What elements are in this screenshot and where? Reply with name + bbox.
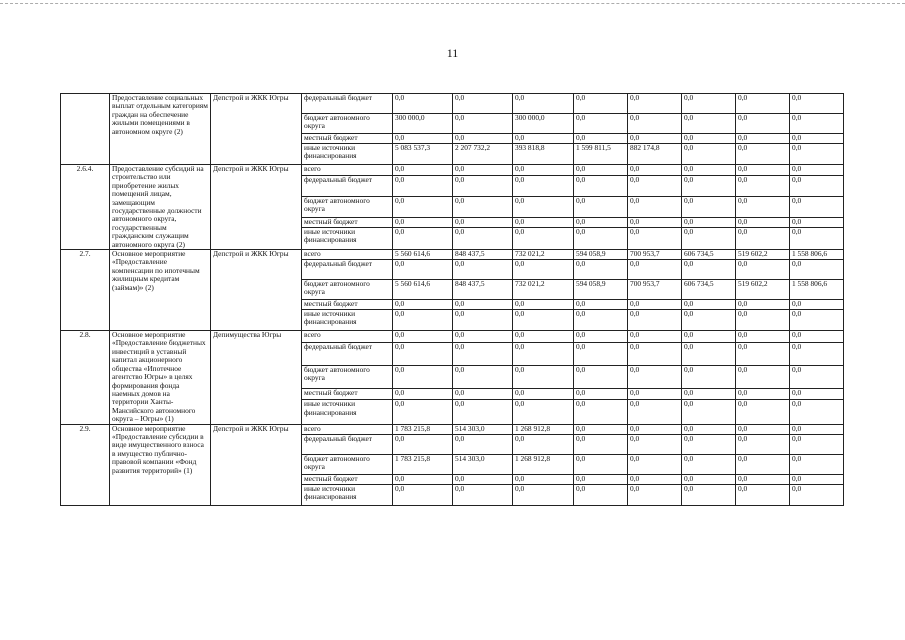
amount-cell: 300 000,0 bbox=[513, 114, 574, 134]
amount-cell: 0,0 bbox=[628, 400, 682, 424]
amount-cell: 882 174,8 bbox=[628, 144, 682, 165]
amount-cell: 300 000,0 bbox=[393, 114, 453, 134]
amount-cell: 0,0 bbox=[736, 94, 790, 114]
amount-cell: 0,0 bbox=[393, 388, 453, 400]
amount-cell: 0,0 bbox=[574, 342, 628, 365]
amount-cell: 0,0 bbox=[736, 424, 790, 434]
amount-cell: 0,0 bbox=[513, 331, 574, 343]
item-title: Предоставление социальных выплат отдельным категориям граждан на обеспечение жилыми помещениями в автономном округе (2) bbox=[110, 94, 211, 165]
amount-cell: 0,0 bbox=[574, 400, 628, 424]
funding-source: всего bbox=[302, 250, 393, 260]
amount-cell: 0,0 bbox=[790, 165, 844, 176]
amount-cell: 0,0 bbox=[574, 165, 628, 176]
amount-cell: 0,0 bbox=[453, 434, 513, 454]
amount-cell: 0,0 bbox=[682, 175, 736, 196]
item-title: Основное мероприятие «Предоставление бюджетных инвестиций в уставный капитал акционерного общества «Ипотечное агентство Югры» в целях формирования фонда наемных домов на территории Ханты-Мансийского автономного округа – Югры» (1) bbox=[110, 331, 211, 424]
amount-cell: 0,0 bbox=[736, 217, 790, 228]
amount-cell: 0,0 bbox=[628, 434, 682, 454]
amount-cell: 0,0 bbox=[682, 484, 736, 505]
amount-cell: 0,0 bbox=[453, 217, 513, 228]
amount-cell: 0,0 bbox=[393, 260, 453, 280]
amount-cell: 0,0 bbox=[628, 388, 682, 400]
amount-cell: 0,0 bbox=[628, 165, 682, 176]
amount-cell: 0,0 bbox=[574, 454, 628, 474]
amount-cell: 0,0 bbox=[628, 134, 682, 144]
amount-cell: 0,0 bbox=[628, 310, 682, 331]
amount-cell: 0,0 bbox=[790, 310, 844, 331]
item-number: 2.7. bbox=[61, 250, 110, 331]
amount-cell: 0,0 bbox=[453, 388, 513, 400]
amount-cell: 0,0 bbox=[513, 365, 574, 388]
funding-source: бюджет автономного округа bbox=[302, 196, 393, 217]
amount-cell: 0,0 bbox=[628, 484, 682, 505]
budget-table bbox=[60, 93, 844, 506]
amount-cell: 0,0 bbox=[513, 434, 574, 454]
amount-cell: 0,0 bbox=[513, 400, 574, 424]
amount-cell: 0,0 bbox=[682, 365, 736, 388]
amount-cell: 0,0 bbox=[736, 400, 790, 424]
amount-cell: 0,0 bbox=[513, 474, 574, 484]
amount-cell: 0,0 bbox=[393, 310, 453, 331]
funding-source: иные источники финансирования bbox=[302, 144, 393, 165]
amount-cell: 594 058,9 bbox=[574, 280, 628, 300]
amount-cell: 0,0 bbox=[393, 365, 453, 388]
amount-cell: 0,0 bbox=[513, 217, 574, 228]
amount-cell: 0,0 bbox=[628, 365, 682, 388]
amount-cell: 0,0 bbox=[393, 175, 453, 196]
amount-cell: 0,0 bbox=[736, 310, 790, 331]
amount-cell: 0,0 bbox=[682, 434, 736, 454]
amount-cell: 700 953,7 bbox=[628, 250, 682, 260]
funding-source: местный бюджет bbox=[302, 134, 393, 144]
table-row bbox=[61, 250, 844, 260]
amount-cell: 0,0 bbox=[574, 94, 628, 114]
amount-cell: 0,0 bbox=[736, 454, 790, 474]
amount-cell: 0,0 bbox=[790, 196, 844, 217]
funding-source: местный бюджет bbox=[302, 474, 393, 484]
amount-cell: 606 734,5 bbox=[682, 250, 736, 260]
amount-cell: 0,0 bbox=[628, 342, 682, 365]
funding-source: всего bbox=[302, 165, 393, 176]
item-executor: Депстрой и ЖКК Югры bbox=[211, 250, 302, 331]
amount-cell: 606 734,5 bbox=[682, 280, 736, 300]
amount-cell: 5 083 537,3 bbox=[393, 144, 453, 165]
amount-cell: 0,0 bbox=[736, 134, 790, 144]
amount-cell: 0,0 bbox=[790, 434, 844, 454]
item-executor: Депстрой и ЖКК Югры bbox=[211, 424, 302, 505]
amount-cell: 0,0 bbox=[574, 424, 628, 434]
funding-source: местный бюджет bbox=[302, 388, 393, 400]
amount-cell: 519 602,2 bbox=[736, 250, 790, 260]
amount-cell: 0,0 bbox=[574, 134, 628, 144]
amount-cell: 0,0 bbox=[513, 310, 574, 331]
amount-cell: 0,0 bbox=[574, 388, 628, 400]
amount-cell: 0,0 bbox=[628, 474, 682, 484]
scan-edge bbox=[0, 3, 905, 7]
amount-cell: 0,0 bbox=[513, 260, 574, 280]
amount-cell: 0,0 bbox=[682, 217, 736, 228]
amount-cell: 0,0 bbox=[790, 217, 844, 228]
amount-cell: 0,0 bbox=[682, 134, 736, 144]
amount-cell: 0,0 bbox=[574, 196, 628, 217]
page-number: 11 bbox=[446, 46, 459, 60]
amount-cell: 0,0 bbox=[682, 342, 736, 365]
amount-cell: 514 303,0 bbox=[453, 424, 513, 434]
table-row bbox=[61, 165, 844, 176]
funding-source: федеральный бюджет bbox=[302, 175, 393, 196]
amount-cell: 0,0 bbox=[513, 228, 574, 250]
amount-cell: 0,0 bbox=[574, 365, 628, 388]
amount-cell: 0,0 bbox=[393, 196, 453, 217]
item-number bbox=[61, 94, 110, 165]
table-row bbox=[61, 331, 844, 343]
amount-cell: 1 783 215,8 bbox=[393, 424, 453, 434]
amount-cell: 0,0 bbox=[682, 228, 736, 250]
amount-cell: 0,0 bbox=[393, 484, 453, 505]
amount-cell: 0,0 bbox=[682, 474, 736, 484]
amount-cell: 5 560 614,6 bbox=[393, 280, 453, 300]
item-number: 2.6.4. bbox=[61, 165, 110, 250]
amount-cell: 0,0 bbox=[574, 175, 628, 196]
amount-cell: 1 268 912,8 bbox=[513, 424, 574, 434]
amount-cell: 0,0 bbox=[393, 434, 453, 454]
amount-cell: 0,0 bbox=[736, 144, 790, 165]
funding-source: федеральный бюджет bbox=[302, 434, 393, 454]
amount-cell: 0,0 bbox=[682, 196, 736, 217]
amount-cell: 0,0 bbox=[790, 454, 844, 474]
amount-cell: 0,0 bbox=[736, 331, 790, 343]
amount-cell: 0,0 bbox=[682, 310, 736, 331]
amount-cell: 0,0 bbox=[790, 114, 844, 134]
amount-cell: 0,0 bbox=[628, 94, 682, 114]
amount-cell: 0,0 bbox=[790, 228, 844, 250]
amount-cell: 0,0 bbox=[790, 400, 844, 424]
item-title: Основное мероприятие «Предоставление субсидии в виде имущественного взноса в имущество публично-правовой компании «Фонд развития территорий» (1) bbox=[110, 424, 211, 505]
amount-cell: 0,0 bbox=[790, 388, 844, 400]
amount-cell: 0,0 bbox=[682, 260, 736, 280]
amount-cell: 0,0 bbox=[453, 300, 513, 310]
item-title: Основное мероприятие «Предоставление компенсации по ипотечным жилищным кредитам (займам)» (2) bbox=[110, 250, 211, 331]
amount-cell: 0,0 bbox=[790, 484, 844, 505]
table-row bbox=[61, 424, 844, 434]
amount-cell: 0,0 bbox=[393, 400, 453, 424]
amount-cell: 0,0 bbox=[736, 434, 790, 454]
funding-source: федеральный бюджет bbox=[302, 260, 393, 280]
amount-cell: 0,0 bbox=[513, 484, 574, 505]
amount-cell: 0,0 bbox=[628, 228, 682, 250]
amount-cell: 0,0 bbox=[790, 300, 844, 310]
amount-cell: 0,0 bbox=[790, 134, 844, 144]
funding-source: местный бюджет bbox=[302, 300, 393, 310]
amount-cell: 0,0 bbox=[628, 114, 682, 134]
amount-cell: 0,0 bbox=[453, 342, 513, 365]
amount-cell: 0,0 bbox=[393, 228, 453, 250]
amount-cell: 0,0 bbox=[790, 175, 844, 196]
amount-cell: 0,0 bbox=[682, 331, 736, 343]
item-executor: Депимущества Югры bbox=[211, 331, 302, 424]
amount-cell: 0,0 bbox=[453, 134, 513, 144]
amount-cell: 0,0 bbox=[453, 94, 513, 114]
amount-cell: 0,0 bbox=[736, 228, 790, 250]
amount-cell: 0,0 bbox=[682, 388, 736, 400]
amount-cell: 0,0 bbox=[393, 134, 453, 144]
amount-cell: 0,0 bbox=[393, 300, 453, 310]
amount-cell: 0,0 bbox=[790, 260, 844, 280]
amount-cell: 0,0 bbox=[513, 175, 574, 196]
amount-cell: 0,0 bbox=[628, 424, 682, 434]
amount-cell: 848 437,5 bbox=[453, 250, 513, 260]
amount-cell: 0,0 bbox=[393, 165, 453, 176]
amount-cell: 0,0 bbox=[682, 424, 736, 434]
amount-cell: 1 783 215,8 bbox=[393, 454, 453, 474]
funding-source: всего bbox=[302, 331, 393, 343]
amount-cell: 0,0 bbox=[736, 342, 790, 365]
amount-cell: 0,0 bbox=[393, 217, 453, 228]
amount-cell: 0,0 bbox=[513, 342, 574, 365]
funding-source: бюджет автономного округа bbox=[302, 454, 393, 474]
amount-cell: 0,0 bbox=[513, 388, 574, 400]
amount-cell: 0,0 bbox=[736, 365, 790, 388]
amount-cell: 700 953,7 bbox=[628, 280, 682, 300]
amount-cell: 0,0 bbox=[682, 300, 736, 310]
amount-cell: 0,0 bbox=[453, 260, 513, 280]
amount-cell: 0,0 bbox=[736, 260, 790, 280]
amount-cell: 594 058,9 bbox=[574, 250, 628, 260]
amount-cell: 0,0 bbox=[682, 114, 736, 134]
amount-cell: 2 207 732,2 bbox=[453, 144, 513, 165]
amount-cell: 0,0 bbox=[790, 331, 844, 343]
amount-cell: 0,0 bbox=[736, 484, 790, 505]
item-number: 2.9. bbox=[61, 424, 110, 505]
amount-cell: 0,0 bbox=[453, 310, 513, 331]
amount-cell: 0,0 bbox=[790, 424, 844, 434]
amount-cell: 0,0 bbox=[574, 434, 628, 454]
amount-cell: 0,0 bbox=[453, 484, 513, 505]
amount-cell: 0,0 bbox=[453, 365, 513, 388]
amount-cell: 0,0 bbox=[736, 196, 790, 217]
amount-cell: 0,0 bbox=[574, 217, 628, 228]
funding-source: федеральный бюджет bbox=[302, 94, 393, 114]
amount-cell: 0,0 bbox=[790, 342, 844, 365]
amount-cell: 0,0 bbox=[628, 217, 682, 228]
amount-cell: 0,0 bbox=[393, 94, 453, 114]
amount-cell: 0,0 bbox=[736, 300, 790, 310]
amount-cell: 0,0 bbox=[574, 300, 628, 310]
amount-cell: 0,0 bbox=[393, 331, 453, 343]
amount-cell: 0,0 bbox=[628, 331, 682, 343]
amount-cell: 0,0 bbox=[682, 94, 736, 114]
amount-cell: 0,0 bbox=[453, 196, 513, 217]
amount-cell: 0,0 bbox=[453, 400, 513, 424]
amount-cell: 0,0 bbox=[628, 454, 682, 474]
amount-cell: 0,0 bbox=[682, 454, 736, 474]
amount-cell: 0,0 bbox=[736, 474, 790, 484]
amount-cell: 5 560 614,6 bbox=[393, 250, 453, 260]
amount-cell: 0,0 bbox=[513, 165, 574, 176]
amount-cell: 0,0 bbox=[682, 165, 736, 176]
amount-cell: 732 021,2 bbox=[513, 250, 574, 260]
amount-cell: 0,0 bbox=[790, 474, 844, 484]
funding-source: бюджет автономного округа bbox=[302, 114, 393, 134]
amount-cell: 1 599 811,5 bbox=[574, 144, 628, 165]
amount-cell: 0,0 bbox=[574, 474, 628, 484]
item-executor: Депстрой и ЖКК Югры bbox=[211, 165, 302, 250]
amount-cell: 0,0 bbox=[682, 144, 736, 165]
amount-cell: 0,0 bbox=[628, 196, 682, 217]
amount-cell: 0,0 bbox=[453, 114, 513, 134]
amount-cell: 1 558 806,6 bbox=[790, 280, 844, 300]
amount-cell: 0,0 bbox=[393, 474, 453, 484]
funding-source: иные источники финансирования bbox=[302, 484, 393, 505]
amount-cell: 0,0 bbox=[628, 175, 682, 196]
amount-cell: 0,0 bbox=[682, 400, 736, 424]
amount-cell: 1 558 806,6 bbox=[790, 250, 844, 260]
amount-cell: 0,0 bbox=[513, 300, 574, 310]
amount-cell: 848 437,5 bbox=[453, 280, 513, 300]
amount-cell: 0,0 bbox=[790, 94, 844, 114]
funding-source: иные источники финансирования bbox=[302, 310, 393, 331]
funding-source: всего bbox=[302, 424, 393, 434]
funding-source: бюджет автономного округа bbox=[302, 365, 393, 388]
amount-cell: 0,0 bbox=[453, 175, 513, 196]
funding-source: иные источники финансирования bbox=[302, 400, 393, 424]
amount-cell: 0,0 bbox=[736, 175, 790, 196]
amount-cell: 732 021,2 bbox=[513, 280, 574, 300]
amount-cell: 0,0 bbox=[453, 474, 513, 484]
amount-cell: 519 602,2 bbox=[736, 280, 790, 300]
amount-cell: 0,0 bbox=[736, 388, 790, 400]
amount-cell: 0,0 bbox=[574, 310, 628, 331]
amount-cell: 0,0 bbox=[736, 114, 790, 134]
funding-source: бюджет автономного округа bbox=[302, 280, 393, 300]
amount-cell: 0,0 bbox=[574, 260, 628, 280]
amount-cell: 0,0 bbox=[628, 260, 682, 280]
amount-cell: 0,0 bbox=[790, 144, 844, 165]
amount-cell: 0,0 bbox=[736, 165, 790, 176]
amount-cell: 0,0 bbox=[790, 365, 844, 388]
amount-cell: 0,0 bbox=[513, 94, 574, 114]
amount-cell: 0,0 bbox=[574, 114, 628, 134]
amount-cell: 0,0 bbox=[453, 331, 513, 343]
amount-cell: 514 303,0 bbox=[453, 454, 513, 474]
amount-cell: 0,0 bbox=[574, 228, 628, 250]
amount-cell: 0,0 bbox=[574, 331, 628, 343]
funding-source: федеральный бюджет bbox=[302, 342, 393, 365]
item-number: 2.8. bbox=[61, 331, 110, 424]
amount-cell: 393 818,8 bbox=[513, 144, 574, 165]
amount-cell: 0,0 bbox=[628, 300, 682, 310]
funding-source: иные источники финансирования bbox=[302, 228, 393, 250]
item-title: Предоставление субсидий на строительство или приобретение жилых помещений лицам, замещающим государственные должности автономного округа, государственным гражданским служащим автономного округа (2) bbox=[110, 165, 211, 250]
amount-cell: 1 268 912,8 bbox=[513, 454, 574, 474]
item-executor: Депстрой и ЖКК Югры bbox=[211, 94, 302, 165]
funding-source: местный бюджет bbox=[302, 217, 393, 228]
amount-cell: 0,0 bbox=[574, 484, 628, 505]
amount-cell: 0,0 bbox=[453, 228, 513, 250]
amount-cell: 0,0 bbox=[513, 196, 574, 217]
amount-cell: 0,0 bbox=[453, 165, 513, 176]
table-row bbox=[61, 94, 844, 114]
amount-cell: 0,0 bbox=[513, 134, 574, 144]
amount-cell: 0,0 bbox=[393, 342, 453, 365]
